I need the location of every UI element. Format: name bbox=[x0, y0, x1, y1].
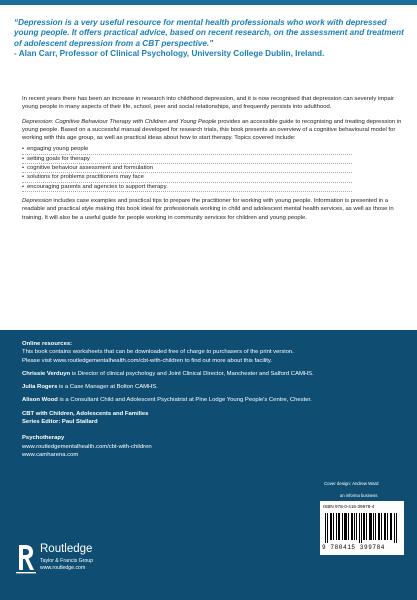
quote-text: is a very useful resource for mental health professionals who work with depressed young people. It offers practical advice, based on recent research, on the assessment and treatment of adolescent depression from a CBT perspective." bbox=[14, 18, 404, 48]
online-heading: Online resources: bbox=[22, 341, 73, 347]
list-item: • setting goals for therapy bbox=[22, 155, 352, 164]
publisher-name: Routledge bbox=[40, 543, 93, 555]
list-item: • cognitive behaviour assessment and formulation bbox=[22, 164, 352, 173]
description-para-2: Depression: Cognitive Behaviour Therapy with Children and Young People provides an accessible guide to recognising and treating depression in young people. Based on a successful manual developed for research trials, this book presents an overview of a cognitive behavioural model for working with this age group, as well as practical ideas about how to start therapy. Topics covered include: bbox=[22, 118, 402, 142]
list-item: • solutions for problems practitioners may face bbox=[22, 173, 352, 182]
author-info bbox=[22, 340, 402, 464]
series-info bbox=[22, 410, 402, 427]
publisher-group: Taylor & Francis Group bbox=[40, 558, 94, 564]
quote-lead: Depression bbox=[18, 18, 63, 27]
list-item: • encouraging parents and agencies to support therapy. bbox=[22, 183, 352, 192]
series-editor: Series Editor: Paul Stallard bbox=[22, 419, 98, 426]
author-bio: Chrissie Verduyn is Director of clinical psychology and Joint Clinical Director, Manchester and Salford CAMHS. bbox=[22, 370, 314, 377]
book-description bbox=[22, 95, 402, 228]
informa-tagline: an informa business bbox=[340, 493, 378, 498]
barcode-digits: 9 780415 399784 bbox=[322, 544, 386, 551]
subject-info bbox=[22, 434, 402, 459]
book-title-inline: Depression: Cognitive Behaviour Therapy with Children and Young People bbox=[22, 118, 217, 125]
online-resources bbox=[22, 340, 402, 365]
cover-credit: Cover design: Andrew Ward bbox=[324, 481, 379, 486]
list-item: • engaging young people bbox=[22, 145, 352, 154]
endorsement-quote: “Depression is a very useful resource for mental health professionals who work with depressed young people. It offers practical advice, based on recent research, on the assessment and treatment of adolescent depression from a CBT perspective." - Alan Carr, Professor of Clinical Psychology, University College Dublin, Ireland. bbox=[14, 18, 406, 60]
topics-list bbox=[22, 145, 402, 191]
online-line-1: This book contains worksheets that can be downloaded free of charge to purchasers of the print version. bbox=[22, 349, 294, 356]
barcode-icon bbox=[323, 513, 401, 543]
barcode-panel bbox=[320, 501, 404, 555]
series-title: CBT with Children, Adolescents and Families bbox=[22, 410, 149, 417]
isbn-text: ISBN 978-0-415-39978-4 bbox=[323, 504, 375, 509]
author-bio: Alison Wood is a Consultant Child and Adolescent Psychiatrist at Pine Lodge Young People's Centre, Chester. bbox=[22, 397, 312, 404]
online-line-2: Please visit www.routledgementalhealth.com/cbt-with-children to find out more about this facility. bbox=[22, 357, 273, 364]
subject-url-1: www.routledgementalhealth.com/cbt-with-children bbox=[22, 443, 152, 450]
publisher-logo bbox=[16, 541, 156, 581]
book-title-short: Depression bbox=[22, 197, 52, 204]
author-bio: Julia Rogers is a Case Manager at Bolton CAMHS. bbox=[22, 384, 158, 391]
description-para-3: Depression includes case examples and practical tips to prepare the practitioner for working with young people. Information is presented in a readable and practical style making this book ideal for professionals working in child and adolescent mental health services, as well as those in training. It will also be a useful guide for people working in community services for children and young people. bbox=[22, 197, 394, 221]
description-para-1: In recent years there has been an increase in research into childhood depression, and it is now recognised that depression can severely impair young people in many aspects of their life, school, peer and social relationships, and frequently persists into adulthood. bbox=[22, 96, 394, 111]
subject-url-2: www.camharena.com bbox=[22, 451, 79, 458]
publisher-url: www.routledge.com bbox=[40, 565, 86, 571]
quote-attribution: - Alan Carr, Professor of Clinical Psychology, University College Dublin, Ireland. bbox=[14, 49, 325, 59]
subject-heading: Psychotherapy bbox=[22, 435, 65, 442]
routledge-r-icon bbox=[16, 541, 36, 574]
